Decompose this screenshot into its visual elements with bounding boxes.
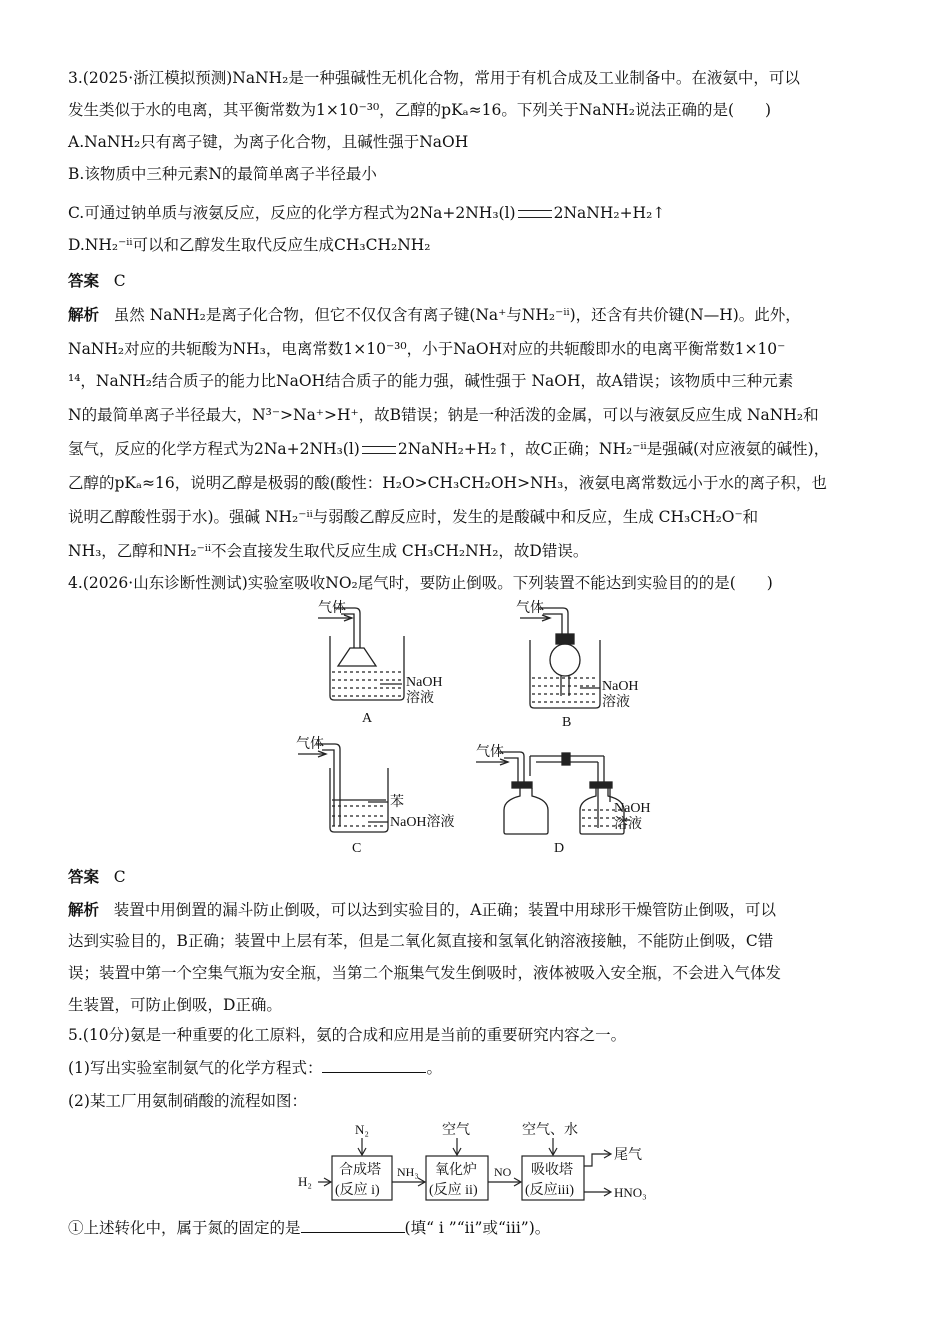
label-solution-b: 溶液 — [602, 695, 630, 710]
q4-stem: 4.(2026·山东诊断性测试)实验室吸收NO₂尾气时，要防止倒吸。下列装置不能达到实验目的的是( ) — [68, 574, 773, 592]
q3-option-c-right: 2NaNH₂+H₂↑ — [553, 204, 666, 222]
analysis-text: 2NaNH₂+H₂↑，故C正确；NH₂⁻ⁱⁱ是强碱(对应液氨的碱性)， — [397, 440, 830, 458]
analysis-text: 装置中用倒置的漏斗防止倒吸，可以达到实验目的，A正确；装置中用球形干燥管防止倒吸，可以 — [113, 901, 776, 919]
q3-analysis-line6: 乙醇的pKₐ≈16，说明乙醇是极弱的酸(酸性：H₂O>CH₃CH₂OH>NH₃，液氨电离常数远小于水的离子积，也 — [68, 474, 827, 492]
answer-blank[interactable] — [301, 1216, 405, 1233]
flow-air: 空气 — [442, 1123, 470, 1138]
q3-option-a: A.NaNH₂只有离子键，为离子化合物，且碱性强于NaOH — [68, 133, 469, 151]
q3-analysis-line2: NaNH₂对应的共轭酸为NH₃，电离常数1×10⁻³⁰，小于NaOH对应的共轭酸即水的电离平衡常数1×10⁻ — [68, 340, 786, 358]
q5-part1-text: (1)写出实验室制氨气的化学方程式： — [68, 1059, 323, 1077]
analysis-text: 虽然 NaNH₂是离子化合物，但它不仅仅含有离子键(Na⁺与NH₂⁻ⁱⁱ)，还含有共价键(N—H)。此外， — [113, 306, 801, 324]
analysis-text: 氢气，反应的化学方程式为2Na+2NH₃(l) — [68, 440, 360, 458]
q4-analysis-line2: 达到实验目的，B正确；装置中上层有苯，但是二氧化氮直接和氢氧化钠溶液接触，不能防止倒吸，C错 — [68, 932, 774, 950]
q3-analysis-line7: 说明乙醇酸性弱于水)。强碱 NH₂⁻ⁱⁱ与弱酸乙醇反应时，发生的是酸碱中和反应，生成 CH₃CH₂O⁻和 — [68, 508, 759, 526]
answer-blank[interactable] — [322, 1056, 426, 1073]
q4-answer — [68, 866, 890, 888]
label-solution-d: 溶液 — [614, 817, 642, 832]
label-c: C — [352, 841, 362, 856]
label-naoh-a: NaOH — [406, 675, 443, 690]
answer-label: 答案 — [68, 867, 100, 886]
q3-analysis-line1 — [68, 304, 890, 326]
q3-answer — [68, 270, 890, 292]
label-naoh-d: NaOH — [614, 801, 651, 816]
apparatus-d — [476, 752, 630, 834]
q3-option-b: B.该物质中三种元素N的最简单离子半径最小 — [68, 165, 377, 183]
q4-analysis-line3: 误；装置中第一个空集气瓶为安全瓶，当第二个瓶集气发生倒吸时，液体被吸入安全瓶，不会进入气体发 — [68, 964, 782, 982]
label-solution-a: 溶液 — [406, 691, 434, 706]
q5-question-hint: (填“ i ”“ii”或“iii”)。 — [404, 1219, 551, 1237]
apparatus-c — [298, 744, 388, 832]
q3-option-c-left: C.可通过钠单质与液氨反应，反应的化学方程式为2Na+2NH₃(l) — [68, 204, 516, 222]
apparatus-figure — [280, 596, 700, 858]
label-gas-a: 气体 — [318, 601, 346, 616]
answer-value: C — [113, 868, 126, 886]
equals-sign — [362, 446, 396, 454]
q3-analysis-line3: ¹⁴，NaNH₂结合质子的能力比NaOH结合质子的能力强，碱性强于 NaOH，故A错误；该物质中三种元素 — [68, 372, 794, 390]
label-d: D — [554, 841, 565, 856]
q3-analysis-line4: N的最简单离子半径最大，N³⁻>Na⁺>H⁺，故B错误；钠是一种活泼的金属，可以与液氨反应生成 NaNH₂和 — [68, 406, 819, 424]
q5-part1-end: 。 — [426, 1059, 442, 1077]
flow-box2-line1: 氧化炉 — [435, 1163, 477, 1178]
label-naoh-b: NaOH — [602, 679, 639, 694]
q3-option-c — [68, 202, 890, 224]
flow-h2: H₂ — [298, 1174, 312, 1189]
q5-part1 — [68, 1056, 890, 1079]
flow-box2-line2: (反应 ii) — [429, 1183, 478, 1198]
q5-question-1 — [68, 1216, 890, 1239]
flow-box3-line1: 吸收塔 — [531, 1163, 573, 1178]
label-gas-b: 气体 — [516, 601, 544, 616]
apparatus-a — [318, 608, 404, 700]
answer-label: 答案 — [68, 271, 100, 290]
flow-diagram — [296, 1118, 666, 1206]
flow-tail-gas: 尾气 — [614, 1148, 642, 1163]
q4-analysis-line1 — [68, 899, 890, 921]
q4-analysis-line4: 生装置，可防止倒吸，D正确。 — [68, 996, 282, 1014]
apparatus-b — [520, 608, 600, 708]
analysis-label: 解析 — [68, 305, 100, 324]
flow-hno3: HNO₃ — [614, 1185, 647, 1200]
q5-question-text: ①上述转化中，属于氮的固定的是 — [68, 1219, 301, 1237]
q3-analysis-line5 — [68, 438, 890, 460]
label-gas-d: 气体 — [476, 745, 504, 760]
flow-box1-line2: (反应 i) — [335, 1183, 380, 1198]
q3-stem-line2: 发生类似于水的电离，其平衡常数为1×10⁻³⁰，乙醇的pKₐ≈16。下列关于NaNH₂说法正确的是( ) — [68, 101, 772, 119]
analysis-label: 解析 — [68, 900, 100, 919]
q3-stem-line1: 3.(2025·浙江模拟预测)NaNH₂是一种强碱性无机化合物，常用于有机合成及工业制备中。在液氨中，可以 — [68, 69, 800, 87]
q5-stem: 5.(10分)氨是一种重要的化工原料，氨的合成和应用是当前的重要研究内容之一。 — [68, 1026, 627, 1044]
label-naoh-solution-c: NaOH溶液 — [390, 815, 455, 830]
flow-box3-line2: (反应iii) — [525, 1183, 574, 1198]
flow-box1-line1: 合成塔 — [339, 1163, 381, 1178]
flow-no: NO — [494, 1165, 512, 1179]
label-a: A — [362, 711, 373, 726]
label-gas-c: 气体 — [296, 737, 324, 752]
q3-analysis-line8: NH₃，乙醇和NH₂⁻ⁱⁱ不会直接发生取代反应生成 CH₃CH₂NH₂，故D错误。 — [68, 542, 589, 560]
flow-n2: N₂ — [355, 1122, 369, 1137]
label-b: B — [562, 715, 572, 730]
flow-nh3: NH₃ — [397, 1165, 419, 1179]
q3-option-d: D.NH₂⁻ⁱⁱ可以和乙醇发生取代反应生成CH₃CH₂NH₂ — [68, 236, 431, 254]
q5-part2: (2)某工厂用氨制硝酸的流程如图： — [68, 1092, 307, 1110]
equals-sign — [518, 210, 552, 218]
answer-value: C — [113, 272, 126, 290]
flow-air-water: 空气、水 — [522, 1123, 578, 1138]
label-benzene: 苯 — [390, 795, 404, 810]
